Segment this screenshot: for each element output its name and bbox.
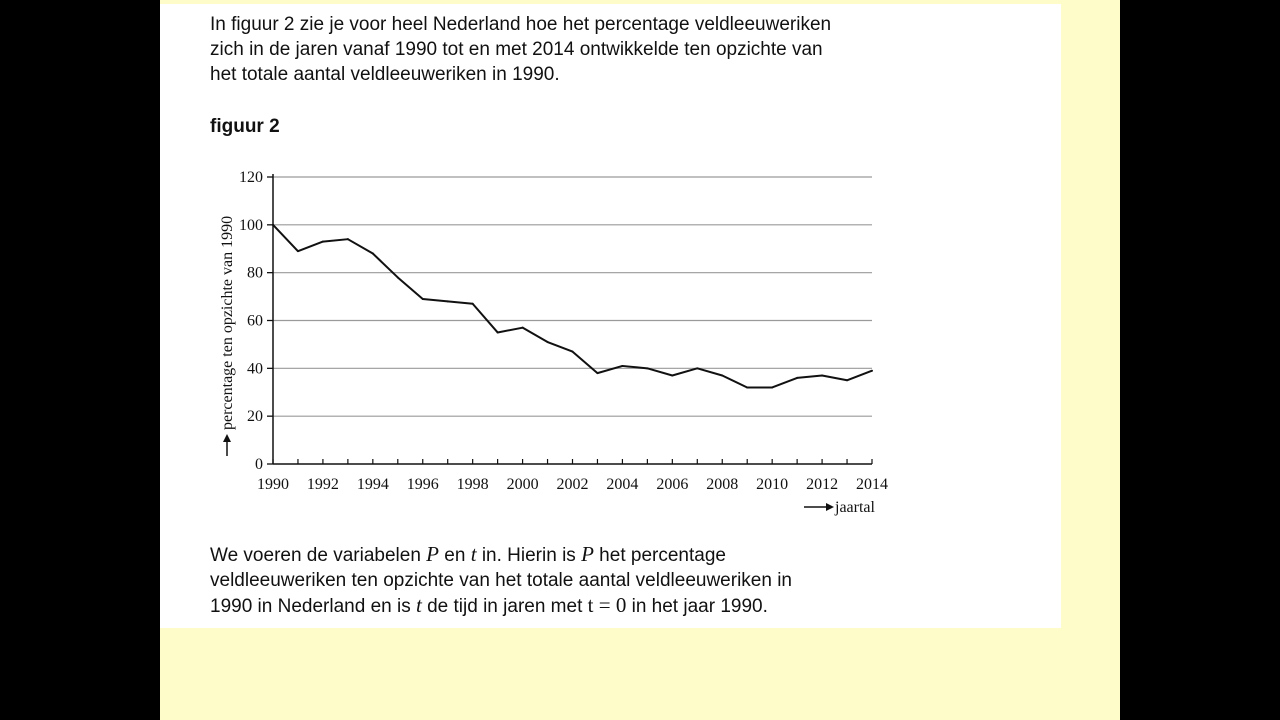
data-point — [621, 365, 623, 367]
intro-line-2: zich in de jaren vanaf 1990 tot en met 2014 ontwikkelde ten opzichte van — [210, 39, 823, 60]
data-point — [646, 367, 648, 369]
tick-labels — [239, 169, 888, 493]
x-tick-label: 1998 — [456, 476, 489, 493]
text-segment: de tijd in jaren met — [421, 596, 588, 617]
y-axis-label: percentage ten opzichte van 1990 — [219, 215, 236, 430]
intro-line-1: In figuur 2 zie je voor heel Nederland hoe het percentage veldleeuweriken — [210, 14, 832, 35]
variables-line-1 — [210, 542, 1010, 568]
x-axis-label-group — [804, 499, 876, 516]
data-point — [397, 276, 399, 278]
variables-line-2: veldleeuweriken ten opzichte van het totale aantal veldleeuweriken in — [210, 570, 792, 591]
y-tick-label: 100 — [239, 216, 263, 234]
x-tick-label: 1994 — [356, 476, 389, 493]
figure-title: figuur 2 — [210, 116, 280, 137]
data-point — [347, 238, 349, 240]
exam-page — [160, 4, 1061, 628]
data-point — [522, 327, 524, 329]
text-segment: en — [439, 545, 471, 566]
line-chart — [200, 156, 900, 526]
x-tick-label: 2002 — [556, 476, 589, 493]
y-tick-label: 40 — [247, 360, 263, 378]
y-tick-label: 0 — [255, 456, 263, 473]
intro-line-3: het totale aantal veldleeuweriken in 1990. — [210, 64, 560, 85]
data-point — [771, 386, 773, 388]
x-tick-label: 1996 — [406, 476, 439, 493]
axes — [267, 174, 872, 464]
x-tick-label: 2008 — [706, 476, 739, 493]
data-point — [447, 300, 449, 302]
y-arrow-head — [223, 434, 231, 442]
x-tick-label: 2010 — [756, 476, 789, 493]
slide-background — [160, 0, 1120, 720]
x-axis-label: jaartal — [835, 499, 875, 516]
x-arrow-head — [826, 503, 834, 511]
x-tick-label: 2006 — [656, 476, 689, 493]
equation-t-zero: t = 0 — [587, 593, 627, 617]
data-point — [871, 370, 873, 372]
variables-line-3 — [210, 593, 1010, 619]
data-point — [472, 303, 474, 305]
x-tick-label: 2014 — [856, 476, 888, 493]
variable-t: t — [415, 593, 422, 617]
text-segment: We voeren de variabelen — [210, 545, 427, 566]
variable-p: P — [581, 542, 594, 566]
variable-t: t — [470, 542, 477, 566]
y-axis-label-group — [219, 216, 236, 456]
data-point — [547, 341, 549, 343]
text-segment: in. Hierin is — [476, 545, 582, 566]
data-point — [422, 298, 424, 300]
text-segment: het percentage — [593, 545, 726, 566]
data-point — [696, 367, 698, 369]
x-tick-label: 1992 — [306, 476, 339, 493]
y-tick-label: 80 — [247, 264, 263, 282]
data-point — [596, 372, 598, 374]
data-point — [821, 375, 823, 377]
x-tick-label: 2012 — [806, 476, 839, 493]
data-point — [372, 253, 374, 255]
data-point — [322, 241, 324, 243]
intro-paragraph — [210, 12, 970, 87]
data-point — [746, 386, 748, 388]
y-tick-label: 20 — [247, 408, 263, 426]
data-point — [796, 377, 798, 379]
grid-lines — [273, 177, 872, 416]
data-point — [572, 351, 574, 353]
text-segment: in het jaar 1990. — [626, 596, 768, 617]
y-tick-label: 120 — [239, 169, 263, 186]
variable-p: P — [426, 542, 439, 566]
data-point — [272, 224, 274, 226]
data-point — [846, 379, 848, 381]
data-point — [297, 250, 299, 252]
data-point — [497, 331, 499, 333]
data-point — [671, 375, 673, 377]
x-tick-label: 2004 — [606, 476, 639, 493]
data-series — [272, 224, 873, 389]
x-tick-label: 2000 — [506, 476, 539, 493]
data-point — [721, 375, 723, 377]
text-segment: 1990 in Nederland en is — [210, 596, 416, 617]
y-tick-label: 60 — [247, 312, 263, 330]
variables-paragraph — [210, 542, 1010, 619]
series-line — [273, 225, 872, 388]
x-tick-label: 1990 — [257, 476, 289, 493]
